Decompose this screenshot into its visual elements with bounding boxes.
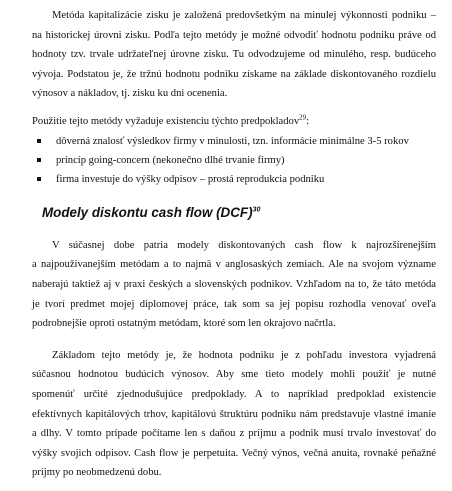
text-line: Základom tejto metódy je, že hodnota podniku je z pohľadu investora vyjadrená [52,349,436,361]
text-line: hodnoty tzv. trvale udržateľnej úrovne zisku. Tu odvodzujeme od minulého, resp. budúceho [32,49,436,61]
bullet-icon [37,139,41,143]
text-line: súčasnou hodnotou budúcich výnosov. Aby sme tieto modely mohli použiť je nutné [32,369,436,381]
text-line: výšky svojich odpisov. Cash flow je perpetuita. Večný výnos, večná anuita, rovnaké peňažné [32,447,436,459]
text-line [32,112,436,132]
paragraph-dcf-basis [32,346,436,483]
section-heading-text: Modely diskontu cash flow (DCF) [42,204,253,220]
assumptions-list [32,132,436,190]
paragraph-dcf-models [32,236,436,334]
text-line: spomenúť určité zjednodušujúce predpoklady. A to napríklad predpoklad existencie [32,388,436,400]
list-item-text: dôverná znalosť výsledkov firmy v minulosti, tzn. informácie minimálne 3-5 rokov [56,135,409,147]
footnote-marker: 29 [299,113,307,122]
text-line: Metóda kapitalizácie zisku je založená predovšetkým na minulej výkonnosti podniku – [52,10,436,21]
footnote-marker: 30 [252,206,261,214]
list-item-text: princíp going-concern (nekonečno dlhé trvanie firmy) [56,154,285,166]
list-item [32,151,436,170]
text-line: je tvorí predmet mojej diplomovej práce, tak som sa jej popisu rozhodla venovať oveľa [32,298,436,310]
list-item [32,132,436,151]
section-heading [32,202,436,224]
bullet-icon [37,158,41,162]
text-line: a dlhy. V tomto prípade počítame len s daňou z príjmu a podnik musí trvalo investovať do [32,428,436,440]
paragraph-assumptions-intro [32,112,436,132]
text-line: vývoja. Podstatou je, že tržnú hodnotu podniku získame na základe diskontovaného rozdielu [32,68,436,80]
text-line: V súčasnej dobe patria modely diskontovaných cash flow k najrozšírenejším [52,239,436,251]
text-line: podrobnejšie oproti ostatným metódam, ktoré som len okrajovo načrtla. [32,318,336,330]
text-line: výnosov a nákladov, tj. zisku ku dni ocenenia. [32,88,228,100]
assumptions-intro-end: : [306,115,310,127]
text-line: a najpoužívanejším metódam a to najmä v anglosaských zemiach. Ale na svojom význame [32,259,436,271]
bullet-icon [37,177,41,181]
text-line: efektívnych kapitálových trhov, kapitálovú štruktúru podniku nám predstavuje vlastné imanie [32,408,436,420]
paragraph-earnings-capitalization [32,6,436,104]
text-line: príjmy po neobmedzenú dobu. [32,467,162,479]
text-line: na historickej úrovni zisku. Podľa tejto metódy je možné odvodiť hodnotu podniku práve od [32,29,436,41]
list-item [32,170,436,189]
text-line: naberajú taktiež aj v praxi českých a slovenských podnikov. Vzhľadom na to, že táto metóda [32,278,436,290]
list-item-text: firma investuje do výšky odpisov – prostá reprodukcia podniku [56,174,325,186]
assumptions-intro-text: Použitie tejto metódy vyžaduje existenciu týchto predpokladov [32,115,300,127]
